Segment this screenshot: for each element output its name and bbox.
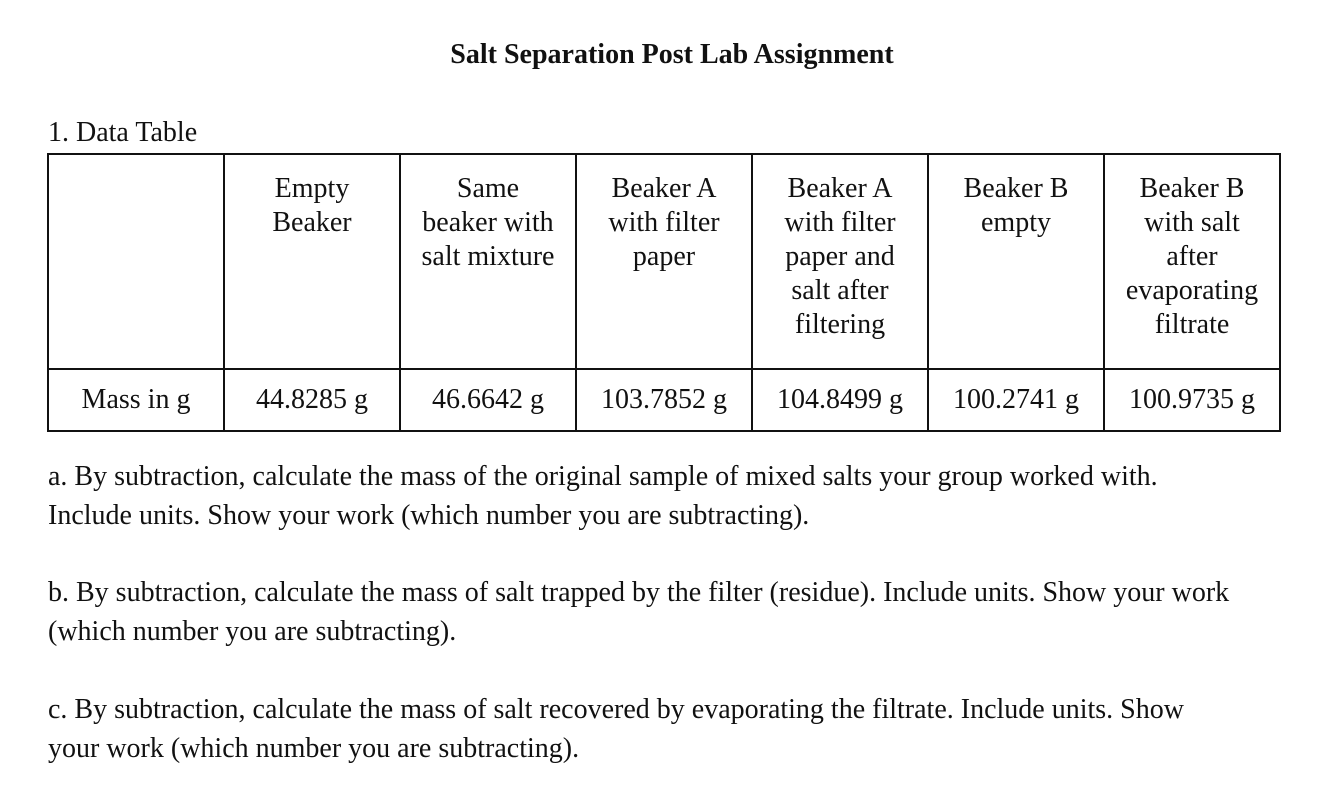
row-label-mass: Mass in g — [48, 369, 224, 431]
page-title: Salt Separation Post Lab Assignment — [450, 39, 894, 70]
header-cell-beaker-b-empty: Beaker B empty — [928, 154, 1104, 369]
mass-cell-beaker-with-salt-mixture: 46.6642 g — [400, 369, 576, 431]
header-cell-beaker-b-with-salt: Beaker B with salt after evaporating filtrate — [1104, 154, 1280, 369]
header-cell-beaker-with-salt-mixture: Same beaker with salt mixture — [400, 154, 576, 369]
header-cell-beaker-a-filter-paper: Beaker A with filter paper — [576, 154, 752, 369]
mass-cell-beaker-b-empty: 100.2741 g — [928, 369, 1104, 431]
mass-cell-empty-beaker: 44.8285 g — [224, 369, 400, 431]
mass-cell-beaker-b-with-salt: 100.9735 g — [1104, 369, 1280, 431]
mass-cell-beaker-a-filter-paper-salt: 104.8499 g — [752, 369, 928, 431]
header-cell-blank — [48, 154, 224, 369]
mass-cell-beaker-a-filter-paper: 103.7852 g — [576, 369, 752, 431]
data-table-label: 1. Data Table — [48, 117, 198, 148]
table-header-row — [48, 154, 1280, 369]
question-b: b. By subtraction, calculate the mass of salt trapped by the filter (residue). Include units. Show your work (which number you are subtracting). — [48, 577, 1230, 647]
header-cell-beaker-a-filter-paper-salt: Beaker A with filter paper and salt after filtering — [752, 154, 928, 369]
header-cell-empty-beaker: Empty Beaker — [224, 154, 400, 369]
data-table — [47, 153, 1281, 432]
table-row — [48, 369, 1280, 431]
question-a: a. By subtraction, calculate the mass of the original sample of mixed salts your group worked with. Include units. Show your work (which number you are subtracting). — [48, 461, 1158, 531]
question-c: c. By subtraction, calculate the mass of salt recovered by evaporating the filtrate. Include units. Show your work (which number you are subtracting). — [48, 694, 1184, 764]
